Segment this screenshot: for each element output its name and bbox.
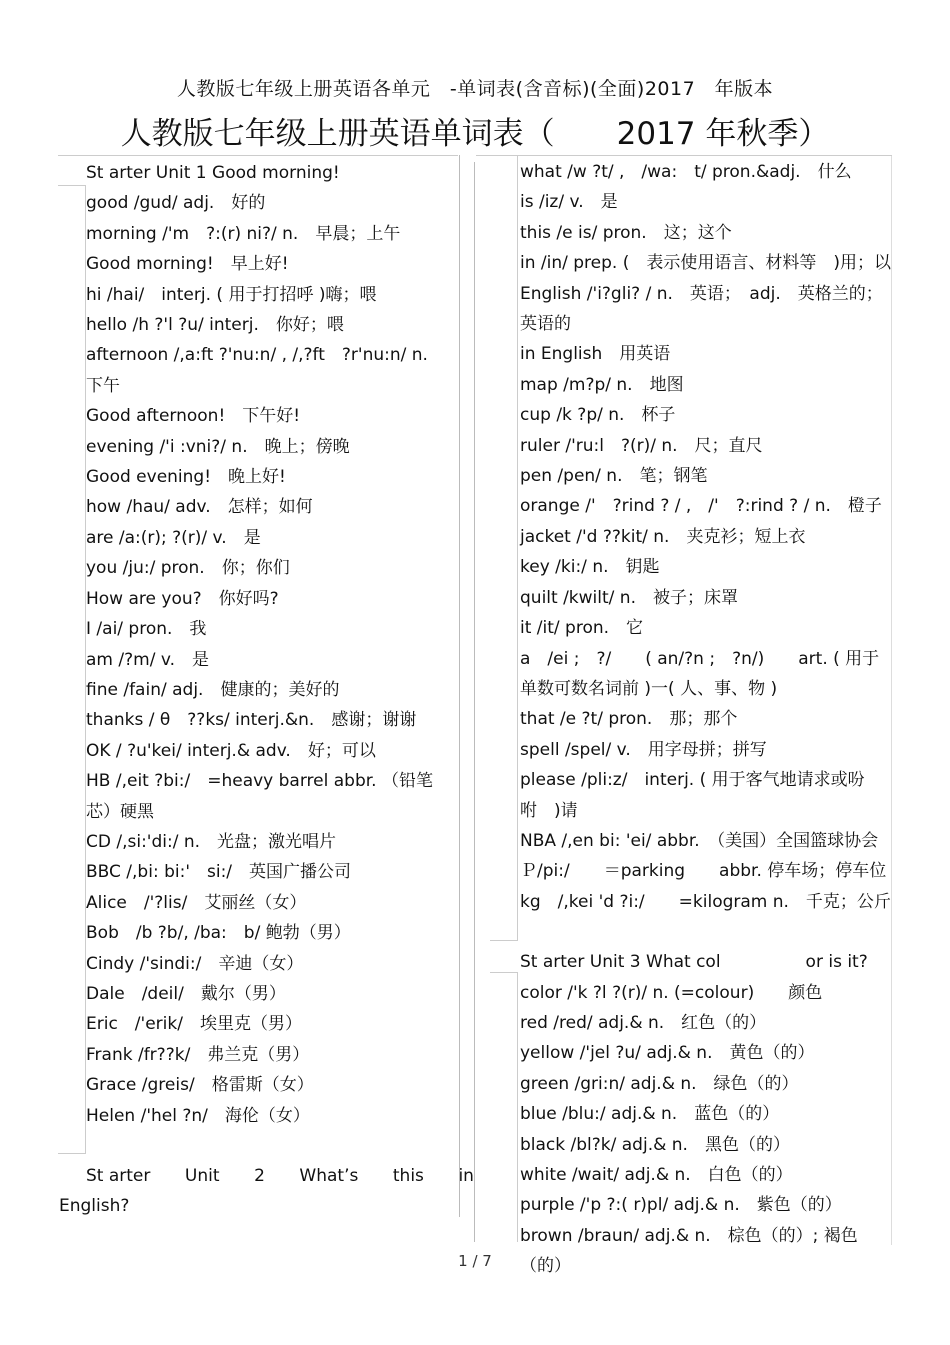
vocab-entry: this /e is/ pron. 这；这个 — [520, 222, 732, 243]
vocab-entry: are /a:(r); ?(r)/ v. 是 — [86, 527, 261, 548]
vocab-entry: CD /,si:'di:/ n. 光盘；激光唱片 — [86, 831, 337, 852]
page-subtitle: 人教版七年级上册英语各单元 -单词表(含音标)(全面)2017 年版本 — [176, 78, 774, 100]
vocab-entry: Dale /deil/ 戴尔（男） — [86, 983, 286, 1004]
unit-3-heading: St arter Unit 3 What col or is it? — [520, 952, 868, 973]
unit-2-heading-word: 2 — [254, 1166, 265, 1186]
vocab-entry: please /pli:z/ interj. ( 用于客气地请求或吩咐 )请 — [520, 770, 865, 821]
unit-2-heading — [59, 1161, 474, 1191]
vocab-entry: kg /,kei 'd ?i:/ =kilogram n. 千克；公斤 — [520, 891, 891, 912]
vocab-entry: key /ki:/ n. 钥匙 — [520, 557, 660, 578]
vocab-entry: green /gri:n/ adj.& n. 绿色（的） — [520, 1073, 799, 1094]
right-section-rule — [490, 940, 518, 941]
top-rule-left — [58, 155, 458, 156]
vocab-entry: orange /' ?rind ? / , /' ?:rind ? / n. 橙子 — [520, 496, 882, 517]
vocab-entry: afternoon /,a:ft ?'nu:n/ , /,?ft ?r'nu:n/ n. 下午 — [86, 345, 445, 396]
vocab-entry: BBC /,bi: bi:' si:/ 英国广播公司 — [86, 862, 352, 883]
vocab-entry: fine /fain/ adj. 健康的；美好的 — [86, 679, 340, 700]
unit-2-heading-word: What’s — [299, 1166, 359, 1186]
vocab-entry: purple /'p ?:( r)pl/ adj.& n. 紫色（的） — [520, 1195, 842, 1216]
vocab-entry: Cindy /'sindi:/ 辛迪（女） — [86, 953, 304, 974]
unit-2-heading-word: in — [458, 1166, 474, 1186]
vocab-entry: is /iz/ v. 是 — [520, 192, 618, 213]
vocab-entry: I /ai/ pron. 我 — [86, 619, 207, 640]
vocab-entry: yellow /'jel ?u/ adj.& n. 黄色（的） — [520, 1043, 815, 1064]
unit-2-heading-word: St arter — [86, 1166, 151, 1186]
vocab-entry: Good evening! 晚上好! — [86, 467, 286, 488]
unit-1-heading: St arter Unit 1 Good morning! — [86, 163, 340, 183]
unit-2-heading-word: Unit — [184, 1166, 220, 1186]
vocab-entry: brown /braun/ adj.& n. 棕色（的）; 褐色（的） — [520, 1225, 858, 1277]
vocab-entry: morning /'m ?:(r) ni?/ n. 早晨；上午 — [86, 223, 401, 244]
vocab-entry: color /'k ?l ?(r)/ n. (=colour) 颜色 — [520, 982, 823, 1003]
left-column — [59, 158, 474, 1222]
page-title: 人教版七年级上册英语单词表（ 2017 年秋季） — [120, 116, 830, 152]
vocab-entry: in /in/ prep. ( 表示使用语言、材料等 )用；以 — [520, 253, 891, 274]
right-margin-rule-bottom — [517, 972, 518, 1242]
vocab-entry: Bob /b ?b/, /ba: b/ 鲍勃（男） — [86, 923, 351, 944]
vocab-entry: thanks / θ ??ks/ interj.&n. 感谢；谢谢 — [86, 710, 417, 731]
center-rule-right — [474, 162, 475, 1242]
vocab-entry: it /it/ pron. 它 — [520, 618, 644, 639]
vocab-entry: pen /pen/ n. 笔；钢笔 — [520, 466, 708, 487]
left-section-rule — [58, 185, 86, 186]
vocab-entry: spell /spel/ v. 用字母拼；拼写 — [520, 739, 767, 760]
vocab-entry: ruler /'ru:l ?(r)/ n. 尺；直尺 — [520, 435, 763, 456]
center-rule-left — [459, 155, 460, 1217]
vocab-entry: you /ju:/ pron. 你；你们 — [86, 558, 290, 579]
vocab-entry: jacket /'d ??kit/ n. 夹克衫；短上衣 — [520, 526, 806, 547]
vocab-entry: map /m?p/ n. 地图 — [520, 374, 684, 395]
vocab-entry: hi /hai/ interj. ( 用于打招呼 )嗨；喂 — [86, 284, 377, 305]
right-margin-rule-top — [517, 155, 518, 940]
vocab-entry: How are you? 你好吗? — [86, 588, 279, 609]
vocab-entry: Eric /'erik/ 埃里克（男） — [86, 1014, 302, 1035]
vocab-entry: white /wait/ adj.& n. 白色（的） — [520, 1165, 793, 1185]
page-number: 1 / 7 — [458, 1252, 492, 1270]
left-bottom-rule — [58, 1153, 86, 1154]
vocab-entry: red /red/ adj.& n. 红色（的） — [520, 1012, 767, 1033]
vocab-entry: Alice /'?lis/ 艾丽丝（女） — [86, 892, 307, 913]
vocab-entry: hello /h ?'l ?u/ interj. 你好；喂 — [86, 315, 344, 336]
vocab-entry: a /ei ; ?/ ( an/?n ; ?n/) art. ( 用于单数可数名词前 )一( 人、事、物 ) — [520, 648, 880, 699]
vocab-entry: in English 用英语 — [520, 344, 671, 365]
vocab-entry: English /'i?gli? / n. 英语； adj. 英格兰的；英语的 — [520, 283, 883, 335]
vocab-entry: how /hau/ adv. 怎样；如何 — [86, 497, 313, 518]
vocab-entry: OK / ?u'kei/ interj.& adv. 好；可以 — [86, 740, 376, 761]
vocab-entry: cup /k ?p/ n. 杯子 — [520, 405, 676, 426]
vocab-entry: NBA /,en bi: 'ei/ abbr. （美国）全国篮球协会 — [520, 830, 879, 851]
vocab-entry: good /gud/ adj. 好的 — [86, 193, 266, 214]
top-rule-right — [476, 155, 892, 156]
vocab-entry: evening /'i :vni?/ n. 晚上；傍晚 — [86, 436, 350, 457]
right-column — [520, 157, 892, 1282]
vocab-entry: am /?m/ v. 是 — [86, 649, 209, 670]
vocab-entry: that /e ?t/ pron. 那；那个 — [520, 709, 738, 730]
vocab-entry: Grace /greis/ 格雷斯（女） — [86, 1075, 314, 1096]
vocab-entry: Good afternoon! 下午好! — [86, 406, 301, 427]
vocab-entry: Helen /'hel ?n/ 海伦（女） — [86, 1105, 310, 1126]
vocab-entry: Ｐ/pi:/ ＝parking abbr. 停车场；停车位 — [520, 861, 887, 882]
right-section-rule-2 — [490, 972, 518, 973]
vocab-entry: blue /blu:/ adj.& n. 蓝色（的） — [520, 1104, 780, 1125]
vocab-entry: black /bl?k/ adj.& n. 黑色（的） — [520, 1134, 790, 1155]
vocab-entry: Frank /fr??k/ 弗兰克（男） — [86, 1044, 310, 1065]
vocab-entry: Good morning! 早上好! — [86, 254, 289, 275]
vocab-entry: quilt /kwilt/ n. 被子；床罩 — [520, 587, 738, 608]
unit-2-heading-line2: English? — [59, 1196, 130, 1217]
unit-2-heading-word: this — [392, 1166, 424, 1186]
vocab-entry: HB /,eit ?bi:/ =heavy barrel abbr. （铅笔芯）硬黑 — [86, 771, 433, 822]
vocab-entry: what /w ?t/ , /wa: t/ pron.&adj. 什么 — [520, 162, 852, 182]
